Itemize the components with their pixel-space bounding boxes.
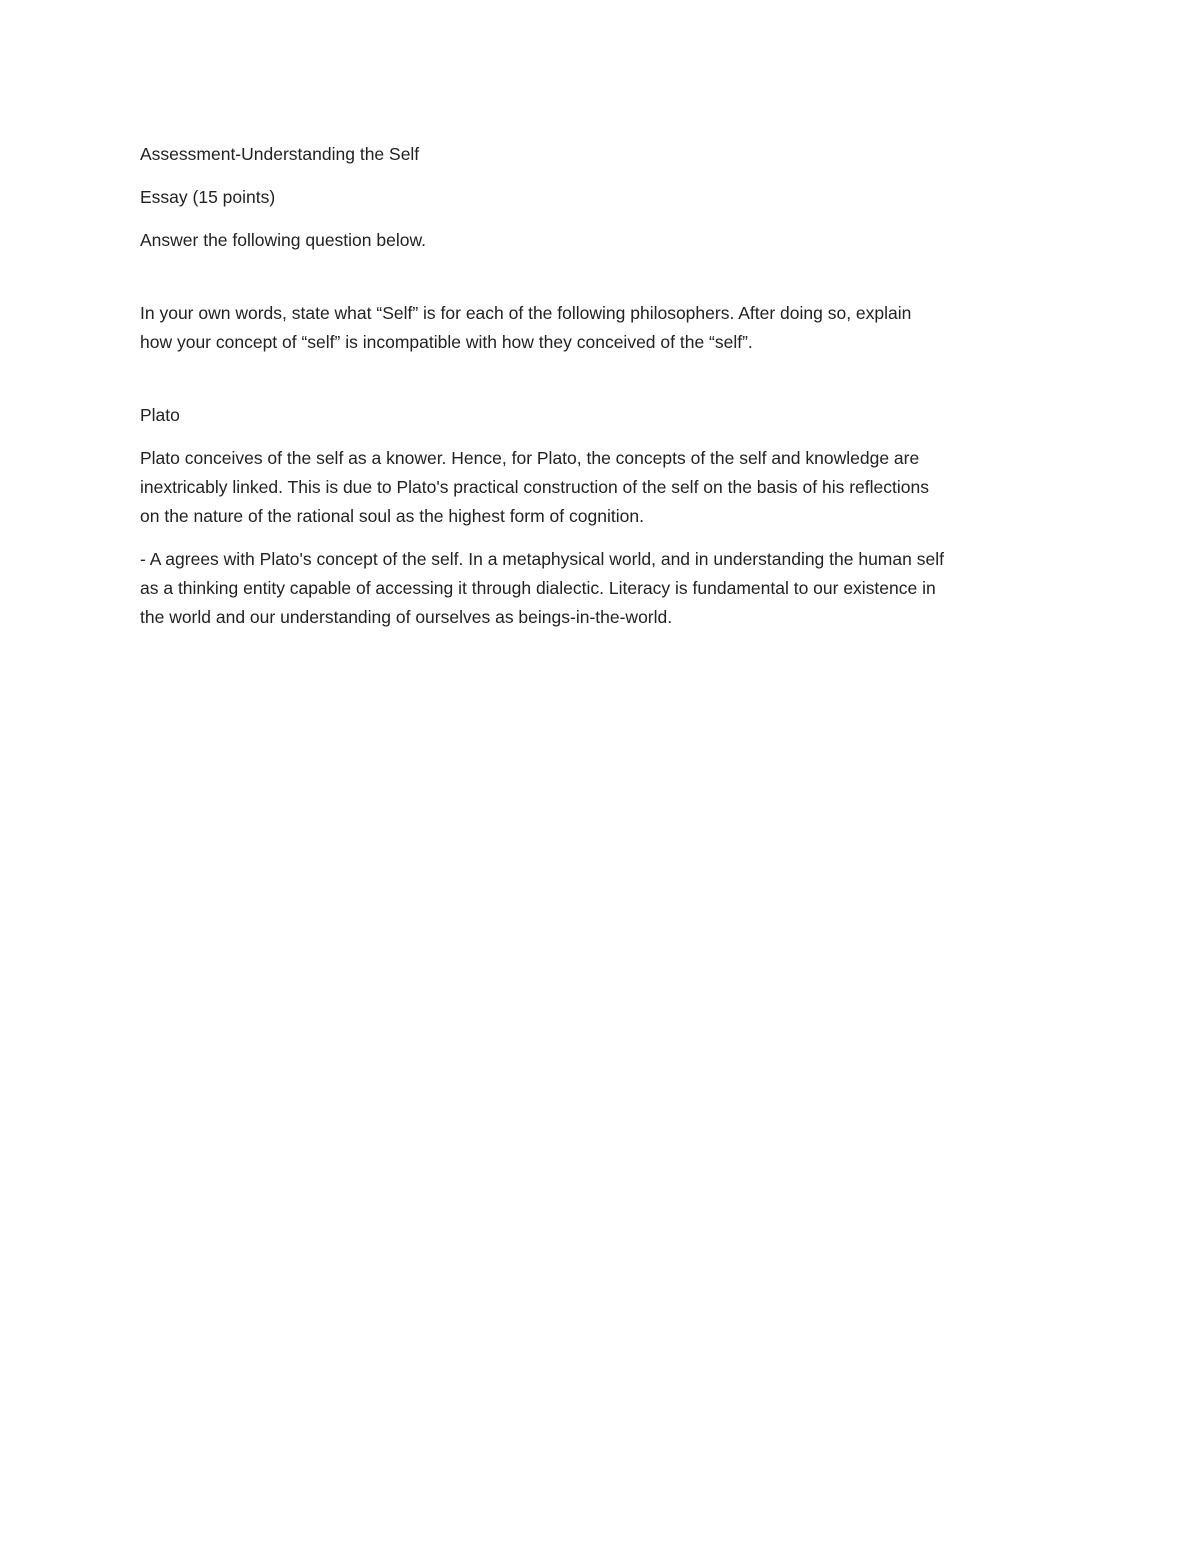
spacer: [140, 371, 1055, 401]
answer-paragraph-2: [140, 545, 1055, 632]
document-instruction: Answer the following question below.: [140, 230, 427, 250]
answer-line: on the nature of the rational soul as the highest form of cognition.: [140, 506, 644, 526]
answer-line: Plato conceives of the self as a knower. Hence, for Plato, the concepts of the self and knowledge are: [140, 448, 920, 468]
answer-paragraph-1: [140, 444, 1055, 531]
answer-line: - A agrees with Plato's concept of the self. In a metaphysical world, and in understanding the human self: [140, 549, 944, 569]
question-prompt: [140, 299, 1055, 357]
question-prompt-line: how your concept of “self” is incompatible with how they conceived of the “self”.: [140, 332, 753, 352]
answer-line: the world and our understanding of ourselves as beings-in-the-world.: [140, 607, 673, 627]
spacer: [140, 269, 1055, 299]
document-title: Assessment-Understanding the Self: [140, 144, 420, 164]
answer-line: as a thinking entity capable of accessing it through dialectic. Literacy is fundamental to our existence in: [140, 578, 936, 598]
section-heading: Plato: [140, 405, 180, 425]
document-subtitle: Essay (15 points): [140, 187, 276, 207]
document-content: [140, 140, 1055, 646]
question-prompt-line: In your own words, state what “Self” is for each of the following philosophers. After doing so, explain: [140, 303, 912, 323]
answer-line: inextricably linked. This is due to Plato's practical construction of the self on the basis of his reflections: [140, 477, 929, 497]
